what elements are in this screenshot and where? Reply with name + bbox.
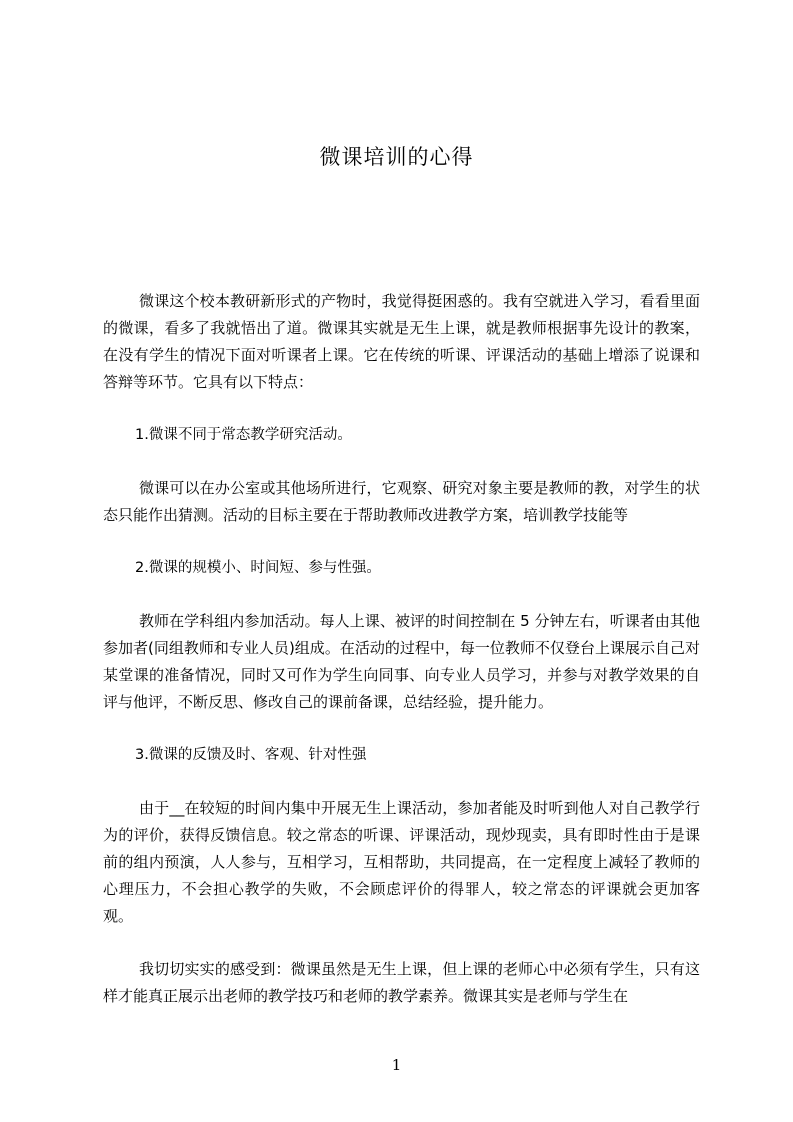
section-heading-2: 2.微课的规模小、时间短、参与性强。 <box>135 560 381 576</box>
page-number: 1 <box>391 1056 402 1074</box>
paragraph-section-2: 教师在学科组内参加活动。每人上课、被评的时间控制在 5 分钟左右，听课者由其他参加者(同组教师和专业人员)组成。在活动的过程中，每一位教师不仅登台上课展示自己对某堂课的准备情况，同时又可作为学生向同事、向专业人员学习，并参与对教学效果的自评与他评，不断反思、修改自己的课前备课，总结经验，提升能力。 <box>103 612 700 711</box>
paragraph-conclusion: 我切切实实的感受到：微课虽然是无生上课，但上课的老师心中必须有学生，只有这样才能真正展示出老师的教学技巧和老师的教学素养。微课其实是老师与学生在 <box>103 960 700 1005</box>
paragraph-section-1: 微课可以在办公室或其他场所进行，它观察、研究对象主要是教师的教，对学生的状态只能作出猜测。活动的目标主要在于帮助教师改进教学方案，培训教学技能等 <box>103 479 700 524</box>
section-heading-1: 1.微课不同于常态教学研究活动。 <box>135 427 352 443</box>
paragraph-intro: 微课这个校本教研新形式的产物时，我觉得挺困惑的。我有空就进入学习，看看里面的微课，看多了我就悟出了道。微课其实就是无生上课，就是教师根据事先设计的教案，在没有学生的情况下面对听课者上课。它在传统的听课、评课活动的基础上增添了说课和答辩等环节。它具有以下特点： <box>103 292 700 391</box>
document-title: 微课培训的心得 <box>319 145 474 169</box>
paragraph-section-3: 由于__在较短的时间内集中开展无生上课活动，参加者能及时听到他人对自己教学行为的评价，获得反馈信息。较之常态的听课、评课活动，现炒现卖，具有即时性由于是课前的组内预演，人人参与，互相学习，互相帮助，共同提高，在一定程度上减轻了教师的心理压力，不会担心教学的失败，不会顾虑评价的得罪人，较之常态的评课就会更加客观。 <box>103 799 700 925</box>
section-heading-3: 3.微课的反馈及时、客观、针对性强 <box>135 747 367 763</box>
